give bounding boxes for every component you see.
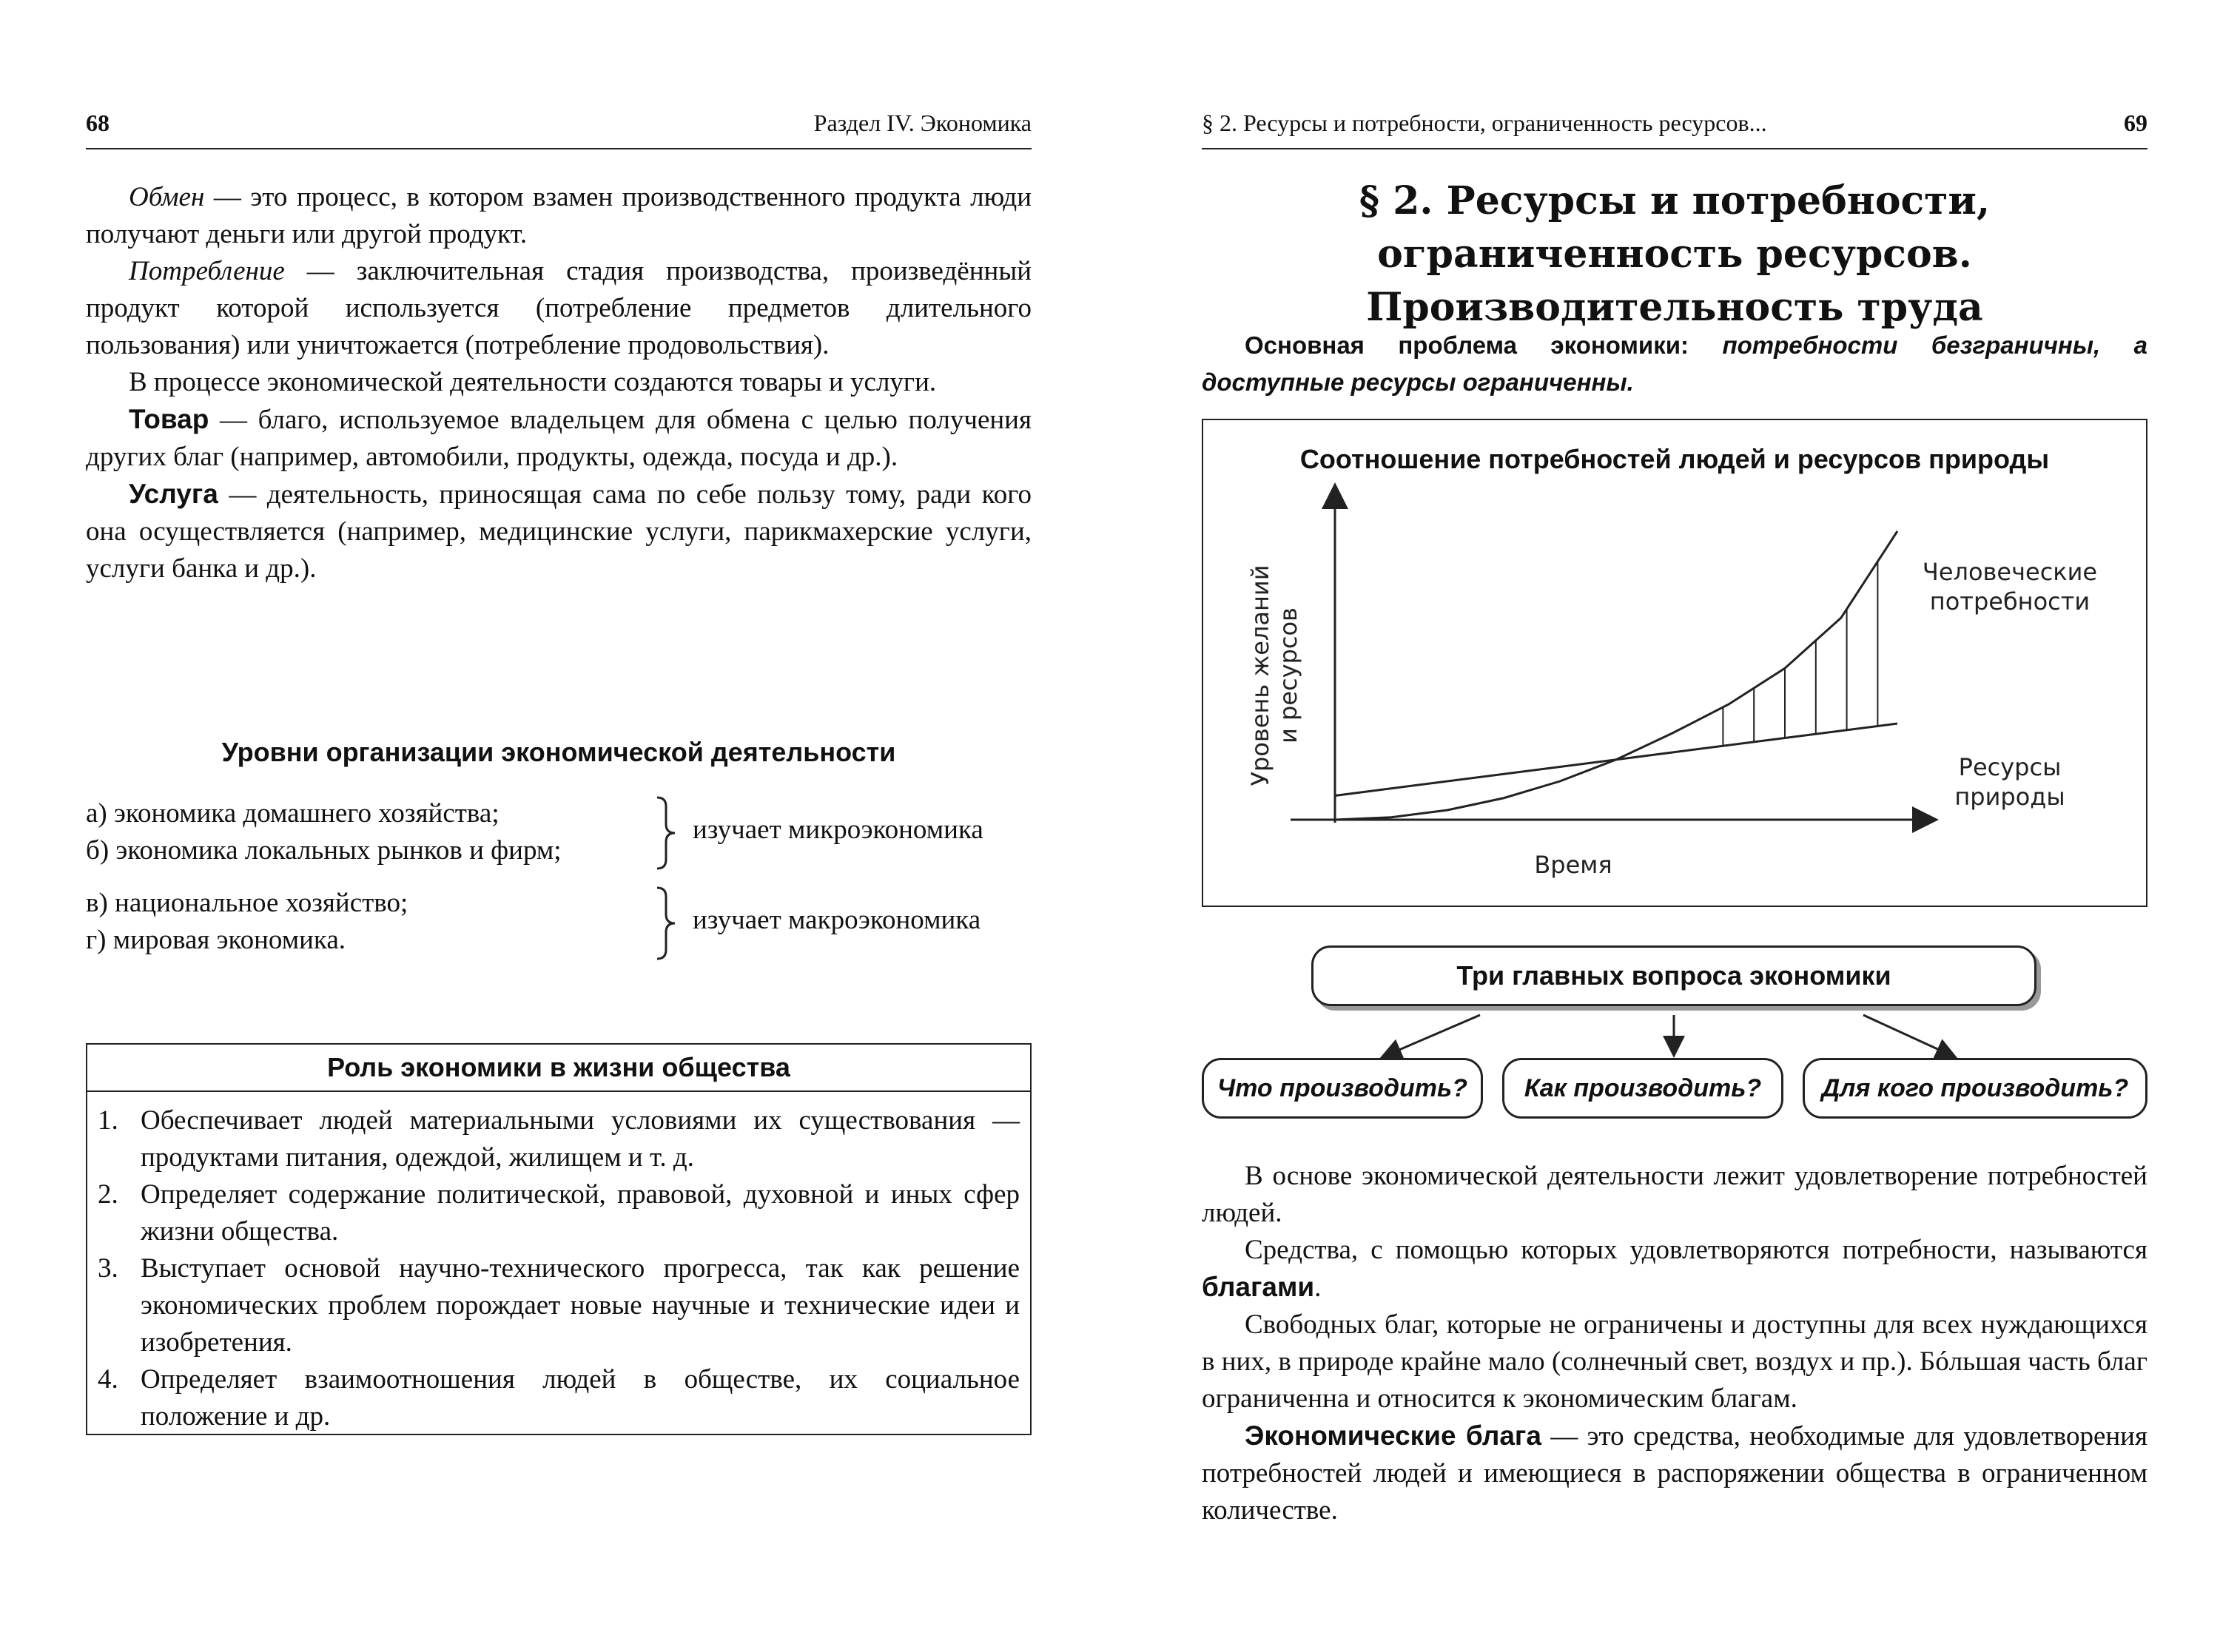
level-item: б) экономика локальных рынков и фирм; [86, 835, 562, 866]
legend-resources-label: природы [1954, 783, 2065, 811]
paragraph-service: Услуга — деятельность, приносящая сама по себе пользу тому, ради кого она осуществляется (например, медицинские услуги, парикмахерские услуги, услуги банка и др.). [86, 479, 1032, 584]
level-item: г) мировая экономика. [86, 925, 346, 955]
x-axis-label: Время [1534, 851, 1612, 879]
right-running-title: § 2. Ресурсы и потребности, ограниченность ресурсов... [1202, 109, 1767, 136]
section-heading: § 2. Ресурсы и потребности, ограниченность ресурсов. Производительность труда [1359, 178, 1991, 330]
left-running-head [86, 104, 1032, 149]
paragraph-free-goods: Свободных благ, которые не ограничены и доступны для всех нуждающихся в них, в природе крайне мало (солнечный свет, воздух и пр.). Бóльшая часть благ ограниченна и относится к экономическим благам. [1202, 1309, 2147, 1414]
questions-title-box: Три главных вопроса экономики [1311, 945, 2036, 1006]
left-body-text [86, 179, 1032, 587]
micro-levels-list [86, 795, 562, 869]
role-item: 1. Обеспечивает людей материальными условиями их существования — продуктами питания, одеждой, жилищем и т. д. [98, 1105, 1020, 1173]
role-item: 2. Определяет содержание политической, правовой, духовной и иных сфер жизни общества. [98, 1179, 1020, 1247]
left-running-title: Раздел IV. Экономика [813, 109, 1032, 136]
legend-resources-label: Ресурсы [1958, 753, 2062, 781]
legend-needs-label: потребности [1929, 587, 2090, 616]
right-page [1110, 0, 2220, 1652]
right-body-text [1202, 1158, 2147, 1529]
paragraph-exchange: Обмен — это процесс, в котором взамен производственного продукта люди получают деньги или другой продукт. [86, 182, 1032, 249]
paragraph-basis: В основе экономической деятельности лежит удовлетворение потребностей людей. [1202, 1161, 2147, 1228]
role-item: 4. Определяет взаимоотношения людей в обществе, их социальное положение и др. [98, 1364, 1020, 1432]
paragraph-goods: Средства, с помощью которых удовлетворяются потребности, называются благами. [1202, 1235, 2147, 1303]
y-axis-label: и ресурсов [1274, 607, 1302, 744]
right-page-number: 69 [2124, 109, 2147, 136]
macro-label: изучает макроэкономика [693, 905, 981, 935]
arrow-left [1384, 1015, 1480, 1056]
role-item: 3. Выступает основой научно-технического прогресса, так как решение экономических проблем порождает новые научные и технические идеи и изобретения. [98, 1253, 1020, 1358]
left-page-number: 68 [86, 109, 110, 136]
micro-brace-icon [651, 795, 681, 871]
role-list [87, 1092, 1030, 1435]
question-how: Как производить? [1502, 1058, 1783, 1119]
levels-heading: Уровни организации экономической деятельности [221, 737, 896, 767]
main-problem: Основная проблема экономики: потребности безграничны, а доступные ресурсы ограниченны. [1202, 331, 2147, 396]
level-item: в) национальное хозяйство; [86, 888, 408, 918]
macro-levels-list [86, 885, 408, 959]
micro-label: изучает микроэкономика [693, 815, 983, 845]
y-axis-label: Уровень желаний [1246, 564, 1274, 786]
paragraph-product: Товар — благо, используемое владельцем для обмена с целью получения других благ (например, автомобили, продукты, одежда, посуда и др.). [86, 404, 1032, 472]
level-item: а) экономика домашнего хозяйства; [86, 798, 500, 829]
paragraph-consumption: Потребление — заключительная стадия производства, произведённый продукт которой используется (потребление предметов длительного пользования) или уничтожается (потребление продовольствия). [86, 256, 1032, 360]
macro-brace-icon [651, 885, 681, 962]
role-table [86, 1043, 1032, 1435]
paragraph-economic-goods: Экономические блага — это средства, необходимые для удовлетворения потребностей людей и имеющиеся в распоряжении общества в ограниченном количестве. [1202, 1420, 2148, 1525]
question-for-whom: Для кого производить? [1803, 1058, 2147, 1119]
question-what: Что производить? [1202, 1058, 1483, 1119]
legend-needs-label: Человеческие [1922, 558, 2098, 586]
paragraph-goods-services: В процессе экономической деятельности создаются товары и услуги. [129, 367, 937, 397]
arrow-right [1863, 1015, 1954, 1056]
chart-title: Соотношение потребностей людей и ресурсов природы [1299, 444, 2050, 474]
role-table-title: Роль экономики в жизни общества [87, 1045, 1030, 1092]
